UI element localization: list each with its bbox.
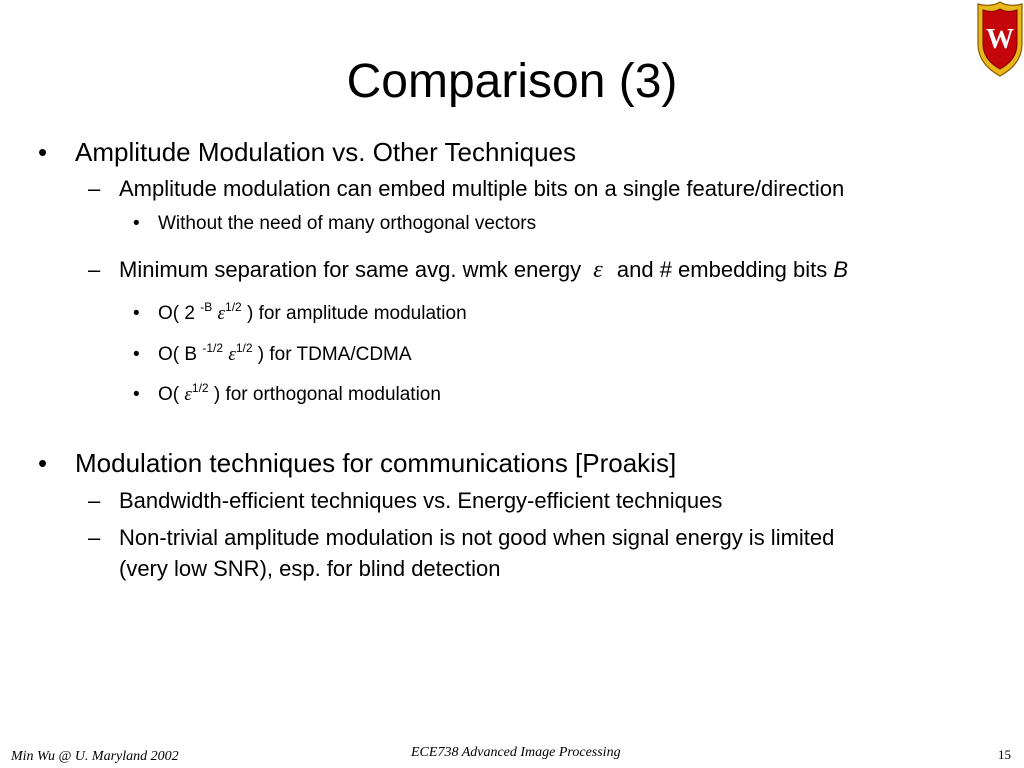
bullet-marker: • [38,137,48,167]
dash-marker: – [88,488,101,513]
order-exponent: -B [200,300,213,314]
sub-bullet-marker: • [133,213,140,234]
item-text-after: and # embedding bits [616,257,828,282]
epsilon-symbol: ε [184,384,192,405]
variable-b: B [833,257,849,282]
order-suffix: ) for amplitude modulation [241,303,467,324]
sub-bullet-marker: • [133,344,140,365]
order-prefix: O( B [158,344,203,365]
dash-marker: – [88,176,101,201]
item-bandwidth-energy: Bandwidth-efficient techniques vs. Energy-efficient techniques [119,488,723,513]
epsilon-symbol: ε [593,257,603,283]
item-text-before: Minimum separation for same avg. wmk energy [119,257,582,282]
epsilon-symbol: ε [228,344,236,365]
footer-course: ECE738 Advanced Image Processing [411,745,621,760]
sub-item-orthogonal-vectors: Without the need of many orthogonal vectors [158,213,537,234]
epsilon-symbol: ε [217,303,226,324]
section-heading-2: Modulation techniques for communications [Proakis] [75,448,677,478]
order-exponent: -1/2 [202,341,224,355]
epsilon-exponent: 1/2 [225,300,242,314]
sub-item-orthogonal-order [158,383,441,408]
order-suffix: ) for orthogonal modulation [208,384,441,405]
item-non-trivial-line2: (very low SNR), esp. for blind detection [119,556,501,581]
sub-item-amplitude-order [158,302,467,327]
bullet-marker: • [38,448,48,478]
epsilon-exponent: 1/2 [191,381,209,395]
logo-letter: W [986,24,1014,55]
slide-title: Comparison (3) [346,55,678,108]
dash-marker: – [88,257,101,282]
item-amplitude-embed: Amplitude modulation can embed multiple bits on a single feature/direction [119,176,845,201]
uw-crest-logo [975,0,1024,78]
sub-bullet-marker: • [133,384,140,405]
section-heading-1: Amplitude Modulation vs. Other Techniques [75,137,577,167]
epsilon-exponent: 1/2 [235,341,253,355]
sub-item-tdma-order [158,343,412,368]
sub-bullet-marker: • [133,303,140,324]
footer-author: Min Wu @ U. Maryland 2002 [11,749,179,764]
item-minimum-separation [119,256,848,284]
dash-marker: – [88,525,101,550]
order-suffix: ) for TDMA/CDMA [252,344,412,365]
order-prefix: O( [158,384,185,405]
item-non-trivial-line1: Non-trivial amplitude modulation is not good when signal energy is limited [119,525,835,550]
order-prefix: O( 2 [158,303,201,324]
page-number: 15 [998,747,1011,762]
